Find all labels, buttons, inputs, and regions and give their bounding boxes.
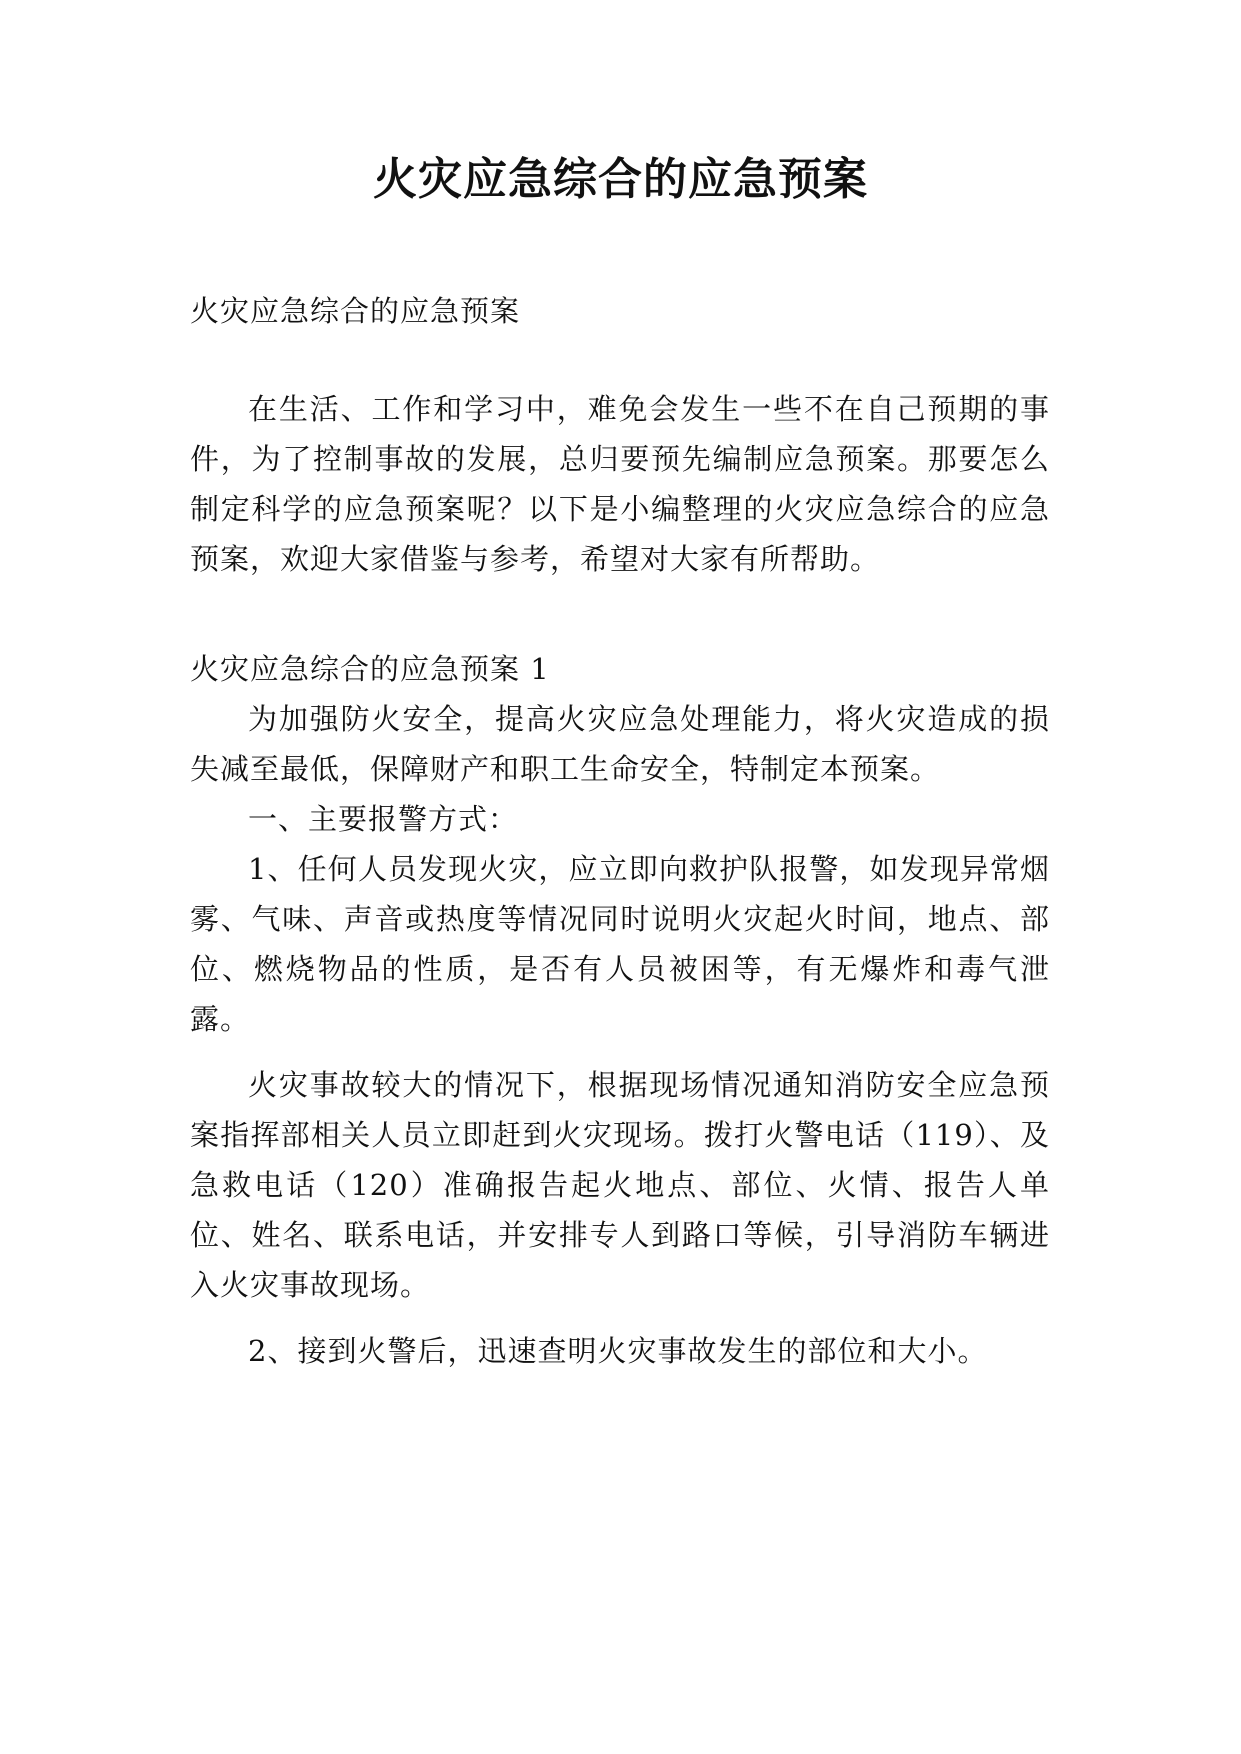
body-paragraph: 2、接到火警后，迅速查明火灾事故发生的部位和大小。 <box>248 1334 988 1368</box>
body-paragraph: 火灾事故较大的情况下，根据现场情况通知消防安全应急预案指挥部相关人员立即赶到火灾现场。拨打火警电话（119）、及急救电话（120）准确报告起火地点、部位、火情、报告人单位、姓名、联系电话，并安排专人到路口等候，引导消防车辆进入火灾事故现场。 <box>190 1068 1050 1302</box>
document-subtitle: 火灾应急综合的应急预案 <box>190 294 521 328</box>
body-paragraph: 一、主要报警方式： <box>248 802 519 836</box>
section-heading: 火灾应急综合的应急预案 1 <box>190 652 550 686</box>
body-paragraph: 1、任何人员发现火灾，应立即向救护队报警，如发现异常烟雾、气味、声音或热度等情况同时说明火灾起火时间，地点、部位、燃烧物品的性质，是否有人员被困等，有无爆炸和毒气泄露。 <box>190 852 1050 1036</box>
document-title: 火灾应急综合的应急预案 <box>373 154 868 205</box>
body-paragraph: 为加强防火安全，提高火灾应急处理能力，将火灾造成的损失减至最低，保障财产和职工生命安全，特制定本预案。 <box>190 702 1050 786</box>
document-body <box>190 286 1050 1376</box>
intro-paragraph: 在生活、工作和学习中，难免会发生一些不在自己预期的事件，为了控制事故的发展，总归要预先编制应急预案。那要怎么制定科学的应急预案呢？以下是小编整理的火灾应急综合的应急预案，欢迎大家借鉴与参考，希望对大家有所帮助。 <box>190 392 1050 576</box>
